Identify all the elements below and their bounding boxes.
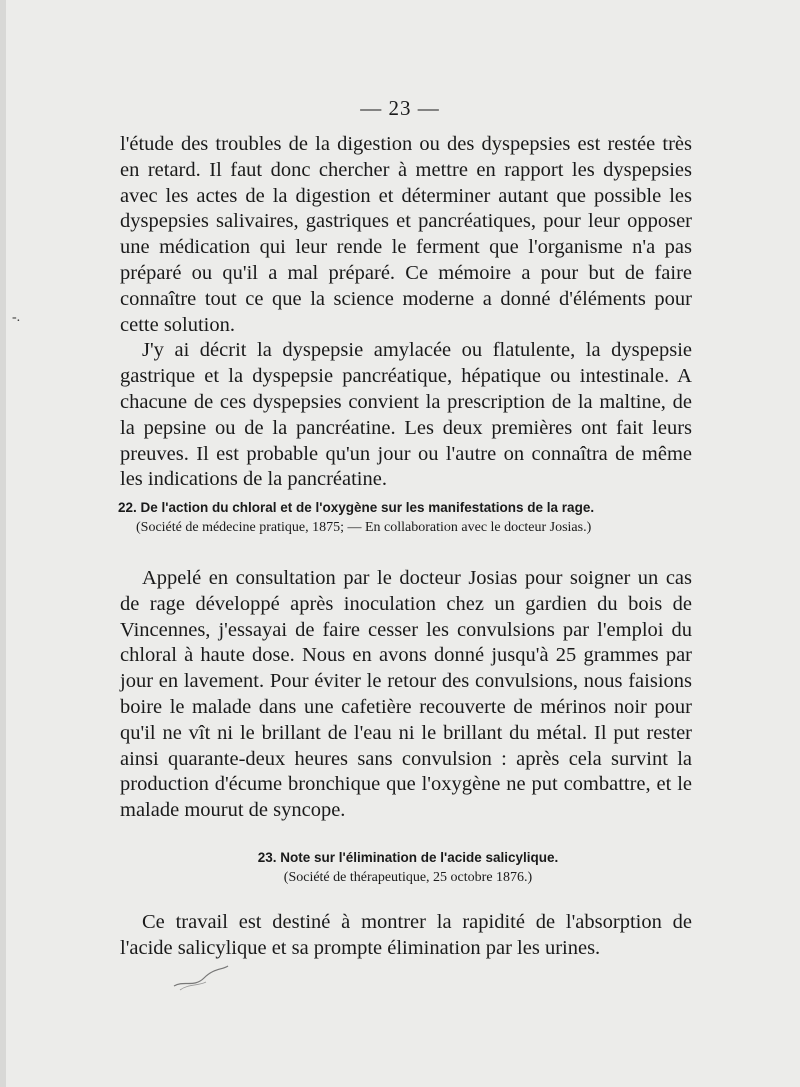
paragraph-second: J'y ai décrit la dyspepsie amylacée ou flatulente, la dyspepsie gastrique et la dyspepsie pancréatique, hépatique ou intestinale. A chacune de ces dyspepsies convient la prescription de la maltine, de la pepsine ou de la pancréatine. Les deux premières ont fait leurs preuves. Il est probable qu'un jour ou l'autre on connaîtra de même les indications de la pancréatine. [120, 339, 692, 491]
section-22-heading [118, 498, 698, 538]
section-23-source: (Société de thérapeutique, 25 octobre 1876.) [283, 870, 533, 885]
section-23-body: Ce travail est destiné à montrer la rapidité de l'absorption de l'acide salicylique et sa prompte élimination par les urines. [120, 911, 692, 959]
intro-text [120, 132, 692, 493]
margin-mark: -. [12, 310, 21, 325]
paragraph-intro: l'étude des troubles de la digestion ou des dyspepsies est restée très en retard. Il faut donc chercher à mettre en rapport les dyspepsies avec les actes de la digestion et déterminer autant que possible les dyspepsies salivaires, gastriques et pancréatiques, pour leur opposer une médication qui leur rende le ferment que l'organisme n'a pas préparé ou qu'il a mal préparé. Ce mémoire a pour but de faire connaître tout ce que la science moderne a donné d'éléments pour cette solution. [120, 133, 692, 336]
section-22-source: (Société de médecine pratique, 1875; — En collaboration avec le docteur Josias.) [136, 520, 592, 535]
section-23-heading [118, 848, 698, 888]
section-23-title: 23. Note sur l'élimination de l'acide salicylique. [257, 850, 559, 865]
section-22-title: 22. De l'action du chloral et de l'oxygène sur les manifestations de la rage. [118, 500, 595, 515]
ink-scribble-mark [172, 962, 232, 992]
section-22-text [120, 566, 692, 824]
page-number: — 23 — [360, 96, 440, 120]
page-edge [0, 0, 6, 1087]
section-22-body: Appelé en consultation par le docteur Josias pour soigner un cas de rage développé après inoculation chez un gardien du bois de Vincennes, j'essayai de faire cesser les convulsions par l'emploi du chloral à haute dose. Nous en avons donné jusqu'à 25 grammes par jour en lavement. Pour éviter le retour des convulsions, nous faisions boire le malade dans une cafetière recouverte de mérinos noir pour qu'il ne vît ni le brillant de l'eau ni le brillant du métal. Il put rester ainsi quarante-deux heures sans convulsion : après cela survint la production d'écume bronchique que l'oxygène ne put combattre, et le malade mourut de syncope. [120, 567, 692, 822]
section-23-text [120, 910, 692, 962]
